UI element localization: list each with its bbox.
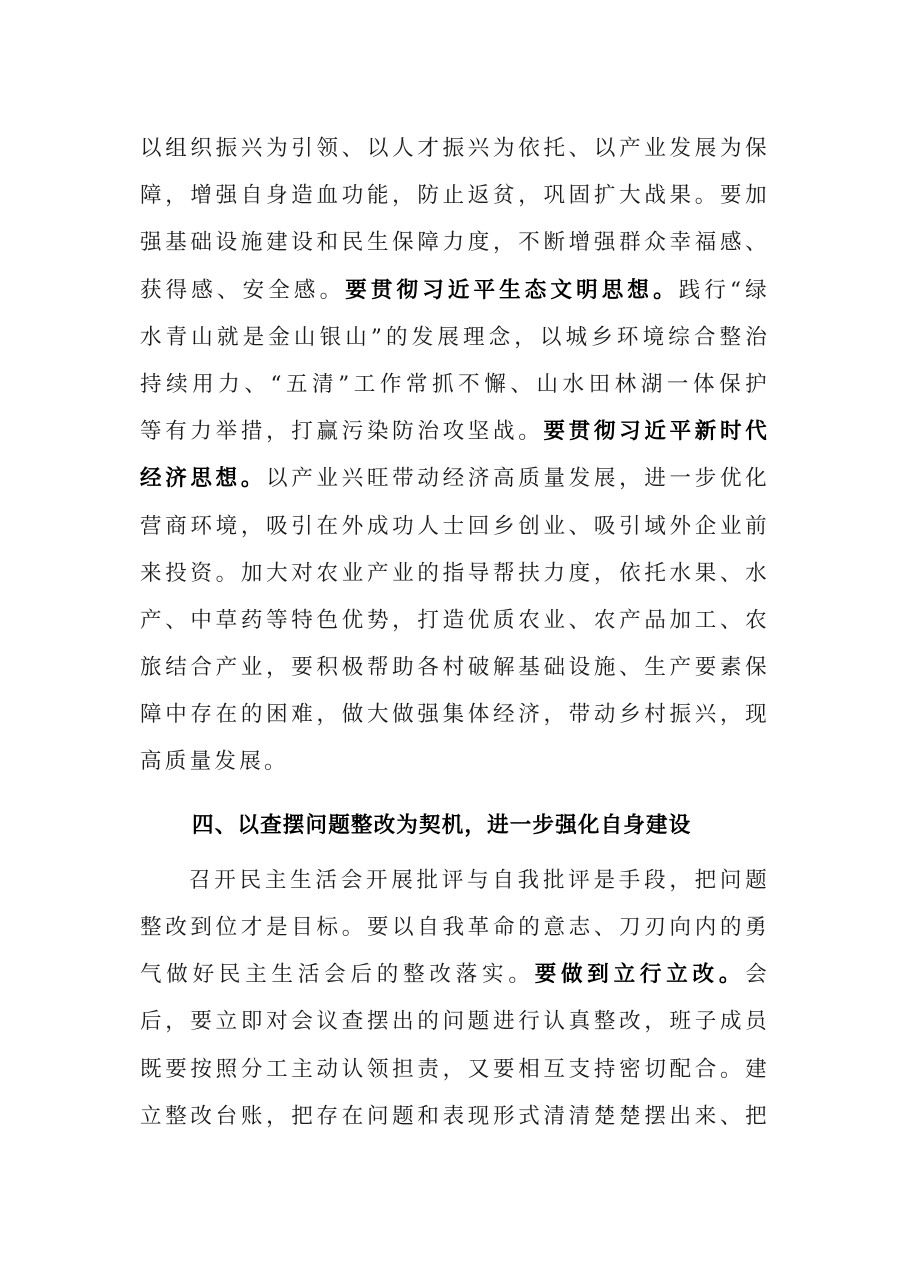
document-page: [140, 125, 770, 1140]
text-run: 立整改台账，把存在问题和表现形式清清楚楚摆出来、把: [140, 1103, 770, 1129]
text-line: [140, 361, 770, 408]
text-run: 产、中草药等特色优势，打造优质农业、农产品加工、农: [140, 607, 770, 633]
text-run: 以产业兴旺带动经济高质量发展，进一步优化: [266, 466, 770, 492]
text-line: [140, 267, 770, 314]
text-run: 获得感、安全感。: [140, 277, 346, 303]
text-run: 既要按照分工主动认领担责，又要相互支持密切配合。建: [140, 1056, 770, 1082]
text-line: [140, 998, 770, 1045]
text-run: 整改到位才是目标。要以自我革命的意志、刀刃向内的勇: [140, 915, 770, 941]
text-run: 水青山就是金山银山”的发展理念，以城乡环境综合整治: [140, 324, 770, 350]
text-line: [140, 738, 770, 785]
section-heading-four: 四、以查摆问题整改为契机，进一步强化自身建设: [192, 812, 692, 838]
text-run: 来投资。加大对农业产业的指导帮扶力度，依托水果、水: [140, 560, 770, 586]
text-run: 召开民主生活会开展批评与自我批评是手段，把问题: [189, 867, 770, 893]
paragraph-rectification: [140, 857, 770, 1140]
text-run: 强基础设施建设和民生保障力度，不断增强群众幸福感、: [140, 230, 770, 256]
bold-key-phrase: 要贯彻习近平新时代: [543, 419, 770, 445]
text-line: [140, 857, 770, 904]
bold-key-phrase: 要做到立行立改。: [534, 962, 746, 988]
text-line: [140, 1046, 770, 1093]
text-line: [140, 503, 770, 550]
text-line: [140, 951, 770, 998]
text-line: [140, 550, 770, 597]
text-line: [140, 172, 770, 219]
text-run: 会: [745, 962, 770, 988]
text-line: [140, 644, 770, 691]
text-run: 等有力举措，打赢污染防治攻坚战。: [140, 419, 544, 445]
text-line: [140, 314, 770, 361]
text-line: [140, 1093, 770, 1140]
text-run: 旅结合产业，要积极帮助各村破解基础设施、生产要素保: [140, 655, 770, 681]
paragraph-rural-development: [140, 125, 770, 786]
text-line: [140, 597, 770, 644]
text-run: 以组织振兴为引领、以人才振兴为依托、以产业发展为保: [140, 136, 770, 161]
text-line: [140, 408, 770, 455]
text-line: [140, 219, 770, 266]
bold-key-phrase: 经济思想。: [140, 466, 267, 492]
text-run: 高质量发展。: [140, 749, 289, 775]
text-run: 气做好民主生活会后的整改落实。: [140, 962, 535, 988]
text-run: 持续用力、“五清”工作常抓不懈、山水田林湖一体保护: [140, 371, 770, 397]
text-run: 障中存在的困难，做大做强集体经济，带动乡村振兴，现: [140, 702, 770, 728]
text-run: 践行“绿: [678, 277, 770, 303]
text-run: 营商环境，吸引在外成功人士回乡创业、吸引域外企业前: [140, 513, 770, 539]
text-line: [140, 904, 770, 951]
text-line: [140, 125, 770, 172]
text-run: 后，要立即对会议查摆出的问题进行认真整改，班子成员: [140, 1009, 770, 1035]
text-line: [140, 455, 770, 502]
text-run: 障，增强自身造血功能，防止返贫，巩固扩大战果。要加: [140, 183, 770, 209]
text-line: [140, 691, 770, 738]
bold-key-phrase: 要贯彻习近平生态文明思想。: [345, 277, 679, 303]
